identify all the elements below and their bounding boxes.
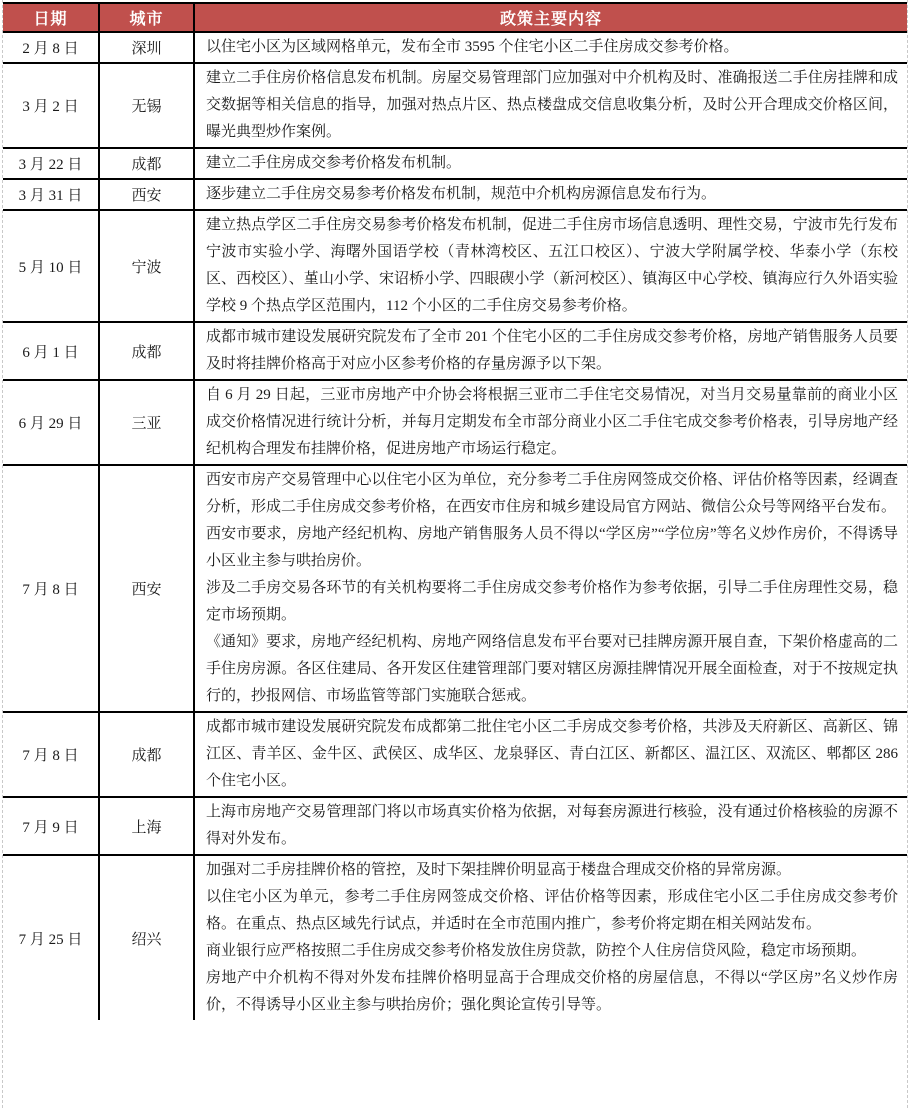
content-cell [194, 210, 907, 322]
table-row [3, 465, 907, 712]
policy-paragraph: 西安市要求，房地产经纪机构、房地产销售服务人员不得以“学区房”“学位房”等名义炒作房价，不得诱导小区业主参与哄抬房价。 [206, 526, 898, 569]
content-cell [194, 322, 907, 380]
header-cell-date: 日期 [3, 3, 99, 32]
policy-paragraph: 建立热点学区二手住房交易参考价格发布机制，促进二手住房市场信息透明、理性交易，宁波市先行发布宁波市实验小学、海曙外国语学校（青林湾校区、五江口校区）、宁波大学附属学校、华泰小学（东校区、西校区）、堇山小学、宋诏桥小学、四眼碶小学（新河校区）、镇海区中心学校、镇海应行久外语实验学校 9 个热点学区范围内，112 个小区的二手住房交易参考价格。 [206, 217, 898, 314]
content-cell [194, 465, 907, 712]
city-cell: 无锡 [99, 63, 194, 148]
date-cell: 3 月 31 日 [3, 179, 99, 210]
table-row [3, 148, 907, 179]
date-cell: 6 月 1 日 [3, 322, 99, 380]
date-cell: 5 月 10 日 [3, 210, 99, 322]
table-row [3, 380, 907, 465]
city-cell: 成都 [99, 148, 194, 179]
policy-paragraph: 成都市城市建设发展研究院发布了全市 201 个住宅小区的二手住房成交参考价格，房地产销售服务人员要及时将挂牌价格高于对应小区参考价格的存量房源予以下架。 [206, 329, 898, 372]
date-cell: 7 月 25 日 [3, 855, 99, 1020]
content-cell [194, 63, 907, 148]
policy-paragraph: 上海市房地产交易管理部门将以市场真实价格为依据，对每套房源进行核验，没有通过价格核验的房源不得对外发布。 [206, 804, 898, 847]
city-cell: 宁波 [99, 210, 194, 322]
policy-paragraph: 自 6 月 29 日起，三亚市房地产中介协会将根据三亚市二手住宅交易情况，对当月交易量靠前的商业小区成交价格情况进行统计分析，并每月定期发布全市部分商业小区二手住宅成交参考价格表，引导房地产经纪机构合理发布挂牌价格，促进房地产市场运行稳定。 [206, 387, 898, 457]
city-cell: 深圳 [99, 32, 194, 63]
date-cell: 7 月 8 日 [3, 712, 99, 797]
date-cell: 3 月 2 日 [3, 63, 99, 148]
content-cell [194, 797, 907, 855]
content-cell [194, 32, 907, 63]
policy-table [3, 2, 907, 1020]
table-row [3, 179, 907, 210]
policy-paragraph: 建立二手住房成交参考价格发布机制。 [206, 155, 462, 171]
table-row [3, 797, 907, 855]
table-row [3, 855, 907, 1020]
date-cell: 7 月 8 日 [3, 465, 99, 712]
policy-paragraph: 成都市城市建设发展研究院发布成都第二批住宅小区二手房成交参考价格，共涉及天府新区、高新区、锦江区、青羊区、金牛区、武侯区、成华区、龙泉驿区、青白江区、新都区、温江区、双流区、郫都区 286 个住宅小区。 [206, 719, 898, 789]
table-body [3, 32, 907, 1020]
content-cell [194, 380, 907, 465]
policy-paragraph: 逐步建立二手住房交易参考价格发布机制，规范中介机构房源信息发布行为。 [206, 186, 717, 202]
date-cell: 6 月 29 日 [3, 380, 99, 465]
header-cell-city: 城市 [99, 3, 194, 32]
date-cell: 7 月 9 日 [3, 797, 99, 855]
city-cell: 上海 [99, 797, 194, 855]
header-cell-content: 政策主要内容 [194, 3, 907, 32]
city-cell: 绍兴 [99, 855, 194, 1020]
table-row [3, 712, 907, 797]
policy-paragraph: 以住宅小区为单元，参考二手住房网签成交价格、评估价格等因素，形成住宅小区二手住房成交参考价格。在重点、热点区域先行试点，并适时在全市范围内推广，参考价将定期在相关网站发布。 [206, 889, 898, 932]
city-cell: 三亚 [99, 380, 194, 465]
content-cell [194, 179, 907, 210]
content-cell [194, 148, 907, 179]
policy-paragraph: 商业银行应严格按照二手住房成交参考价格发放住房贷款，防控个人住房信贷风险，稳定市场预期。 [206, 943, 867, 959]
content-cell [194, 712, 907, 797]
city-cell: 西安 [99, 179, 194, 210]
document-page [2, 0, 908, 1108]
policy-paragraph: 涉及二手房交易各环节的有关机构要将二手住房成交参考价格作为参考依据，引导二手住房理性交易，稳定市场预期。 [206, 580, 898, 623]
table-row [3, 32, 907, 63]
policy-paragraph: 建立二手住房价格信息发布机制。房屋交易管理部门应加强对中介机构及时、准确报送二手住房挂牌和成交数据等相关信息的指导，加强对热点片区、热点楼盘成交信息收集分析，及时公开合理成交价格区间，曝光典型炒作案例。 [206, 70, 898, 140]
policy-paragraph: 加强对二手房挂牌价格的管控，及时下架挂牌价明显高于楼盘合理成交价格的异常房源。 [206, 862, 792, 878]
policy-paragraph: 房地产中介机构不得对外发布挂牌价格明显高于合理成交价格的房屋信息，不得以“学区房”名义炒作房价，不得诱导小区业主参与哄抬房价；强化舆论宣传引导等。 [206, 970, 898, 1013]
table-row [3, 63, 907, 148]
date-cell: 3 月 22 日 [3, 148, 99, 179]
city-cell: 成都 [99, 322, 194, 380]
header-row [3, 3, 907, 32]
city-cell: 成都 [99, 712, 194, 797]
date-cell: 2 月 8 日 [3, 32, 99, 63]
table-row [3, 322, 907, 380]
policy-paragraph: 以住宅小区为区域网格单元，发布全市 3595 个住宅小区二手住房成交参考价格。 [206, 39, 739, 55]
content-cell [194, 855, 907, 1020]
table-row [3, 210, 907, 322]
policy-paragraph: 《通知》要求，房地产经纪机构、房地产网络信息发布平台要对已挂牌房源开展自查，下架价格虚高的二手住房房源。各区住建局、各开发区住建管理部门要对辖区房源挂牌情况开展全面检查，对于不按规定执行的，抄报网信、市场监管等部门实施联合惩戒。 [206, 634, 898, 704]
city-cell: 西安 [99, 465, 194, 712]
policy-paragraph: 西安市房产交易管理中心以住宅小区为单位，充分参考二手住房网签成交价格、评估价格等因素，经调查分析，形成二手住房成交参考价格，在西安市住房和城乡建设局官方网站、微信公众号等网络平台发布。 [206, 472, 898, 515]
